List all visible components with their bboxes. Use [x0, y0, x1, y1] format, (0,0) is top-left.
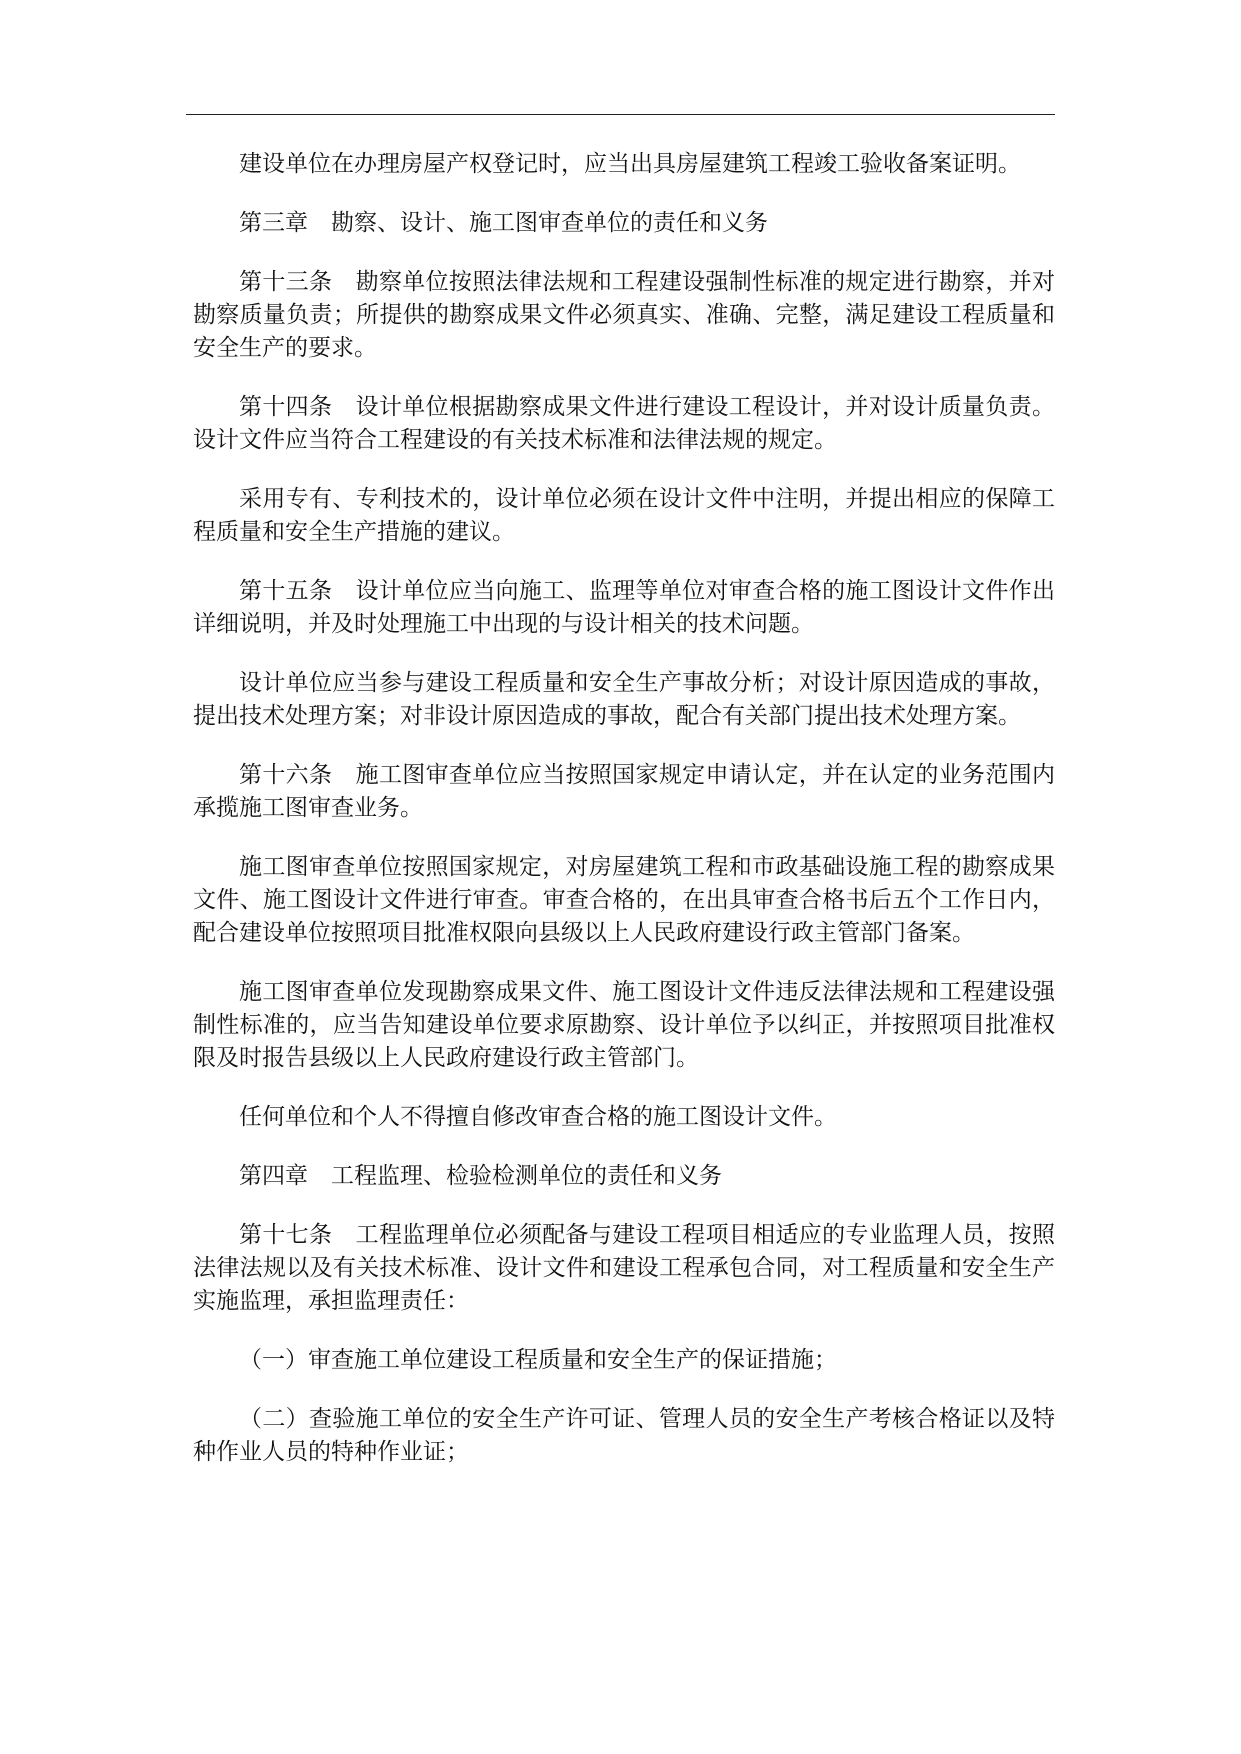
article-13: 第十三条 勘察单位按照法律法规和工程建设强制性标准的规定进行勘察，并对勘察质量负责；所提供的勘察成果文件必须真实、准确、完整，满足建设工程质量和安全生产的要求。: [193, 269, 1055, 361]
article-16-paragraph-2: 施工图审查单位按照国家规定，对房屋建筑工程和市政基础设施工程的勘察成果文件、施工图设计文件进行审查。审查合格的，在出具审查合格书后五个工作日内，配合建设单位按照项目批准权限向县级以上人民政府建设行政主管部门备案。: [193, 854, 1055, 946]
article-14: 第十四条 设计单位根据勘察成果文件进行建设工程设计，并对设计质量负责。设计文件应当符合工程建设的有关技术标准和法律法规的规定。: [193, 394, 1055, 453]
article-16-paragraph-3: 施工图审查单位发现勘察成果文件、施工图设计文件违反法律法规和工程建设强制性标准的，应当告知建设单位要求原勘察、设计单位予以纠正，并按照项目批准权限及时报告县级以上人民政府建设行政主管部门。: [193, 979, 1055, 1071]
article-14-paragraph-2: 采用专有、专利技术的，设计单位必须在设计文件中注明，并提出相应的保障工程质量和安全生产措施的建议。: [193, 486, 1055, 545]
article-15-paragraph-2: 设计单位应当参与建设工程质量和安全生产事故分析；对设计原因造成的事故，提出技术处理方案；对非设计原因造成的事故，配合有关部门提出技术处理方案。: [193, 670, 1055, 729]
article-16-paragraph-4: 任何单位和个人不得擅自修改审查合格的施工图设计文件。: [239, 1104, 837, 1130]
article-17-item-1: （一）审查施工单位建设工程质量和安全生产的保证措施；: [239, 1347, 837, 1373]
chapter-3-heading: 第三章 勘察、设计、施工图审查单位的责任和义务: [239, 210, 768, 236]
header-rule: [186, 114, 1055, 115]
article-17-item-2: （二）查验施工单位的安全生产许可证、管理人员的安全生产考核合格证以及特种作业人员的特种作业证；: [193, 1406, 1055, 1465]
document-body: [193, 148, 1055, 1495]
article-17: 第十七条 工程监理单位必须配备与建设工程项目相适应的专业监理人员，按照法律法规以及有关技术标准、设计文件和建设工程承包合同，对工程质量和安全生产实施监理，承担监理责任：: [193, 1222, 1055, 1314]
article-16: 第十六条 施工图审查单位应当按照国家规定申请认定，并在认定的业务范围内承揽施工图审查业务。: [193, 762, 1055, 821]
chapter-4-heading: 第四章 工程监理、检验检测单位的责任和义务: [239, 1163, 722, 1189]
paragraph-building-registration: 建设单位在办理房屋产权登记时，应当出具房屋建筑工程竣工验收备案证明。: [239, 151, 1021, 177]
article-15: 第十五条 设计单位应当向施工、监理等单位对审查合格的施工图设计文件作出详细说明，并及时处理施工中出现的与设计相关的技术问题。: [193, 578, 1055, 637]
